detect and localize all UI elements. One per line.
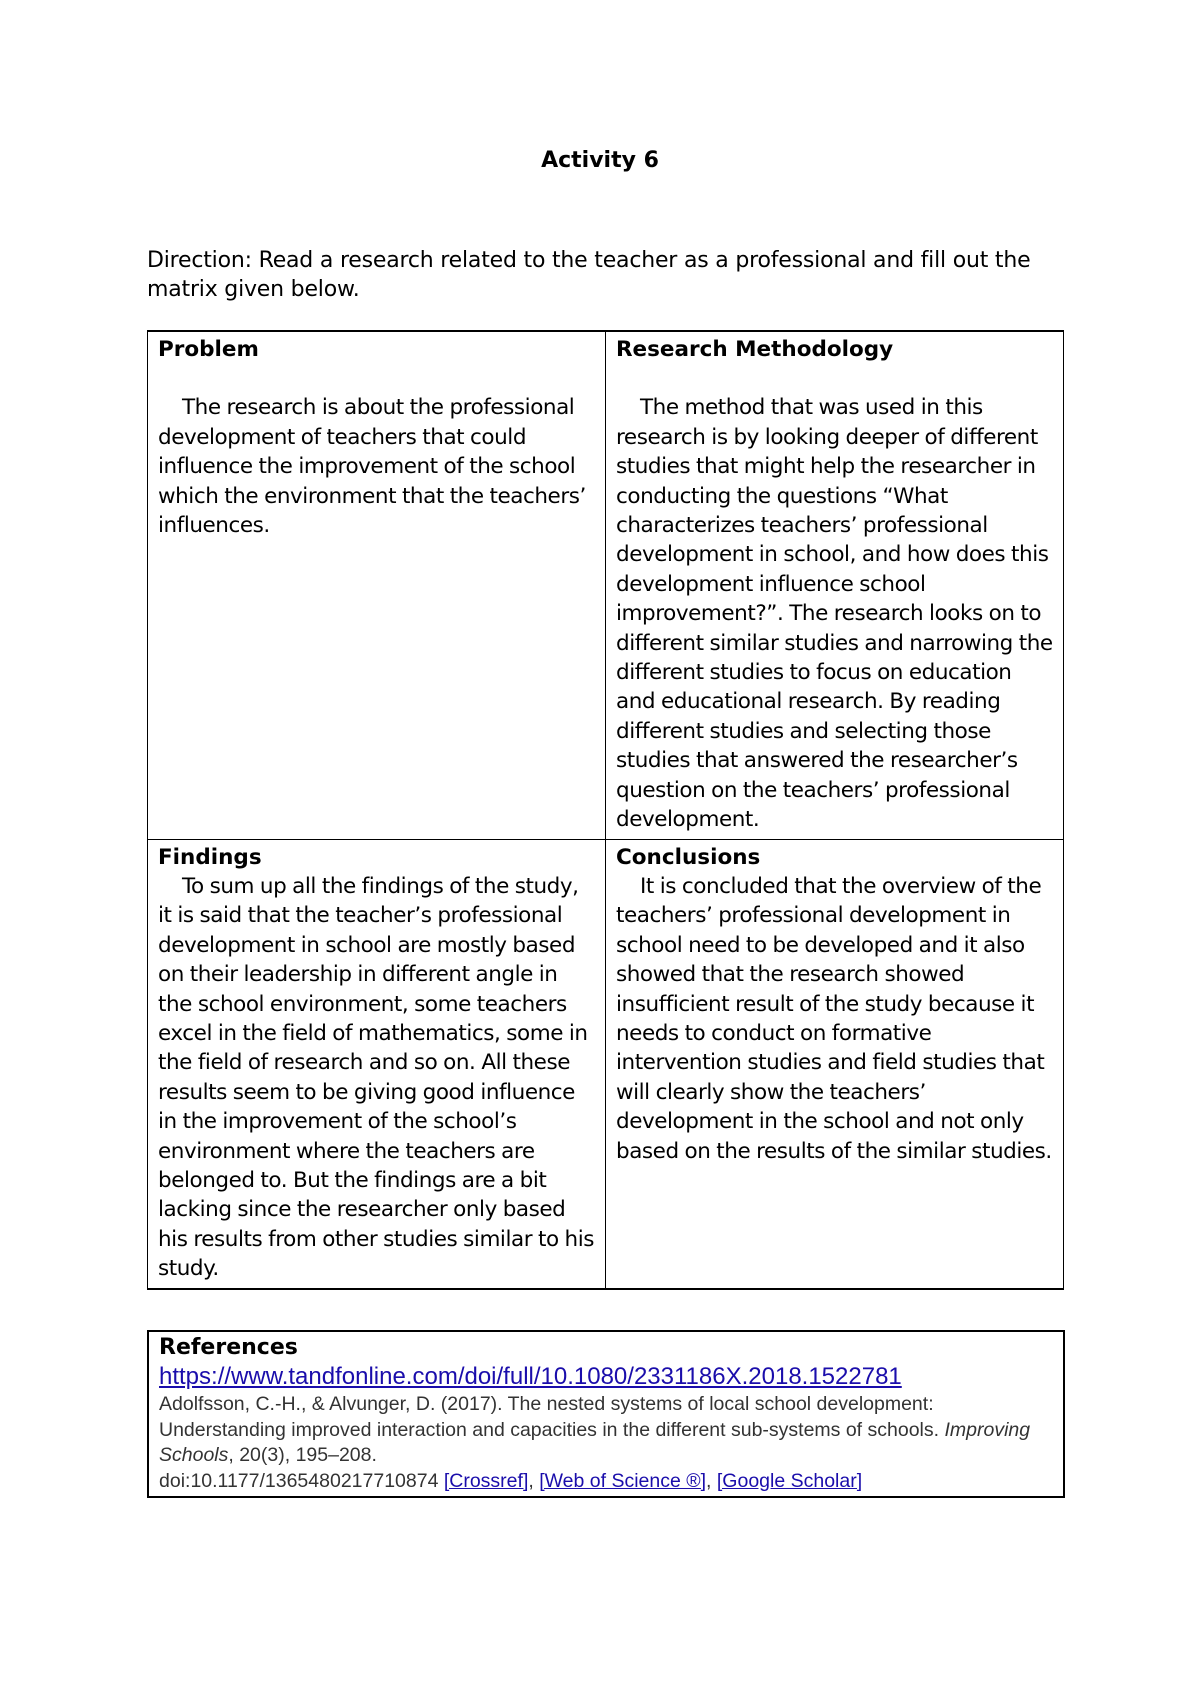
problem-cell (148, 331, 606, 839)
problem-text: The research is about the professional development of teachers that could influence the improvement of the school which the environment that the teachers’ influences. (158, 395, 586, 539)
conclusions-heading: Conclusions (616, 844, 761, 870)
conclusions-text: It is concluded that the overview of the teachers’ professional development in school need to be developed and it also showed that the research showed insufficient result of the study because it needs to conduct on formative intervention studies and field studies that will clearly show the teachers’ development in the school and not only based on the results of the similar studies. (616, 873, 1052, 1164)
problem-heading: Problem (158, 337, 259, 362)
link-separator: , (706, 1469, 717, 1492)
reference-citation (159, 1392, 1053, 1494)
references-box (147, 1330, 1065, 1498)
conclusions-cell (606, 839, 1064, 1289)
citation-authors-title: Adolfsson, C.-H., & Alvunger, D. (2017). The nested systems of local school development: Understanding improved interaction and capacities in the different sub-systems of schools. (159, 1393, 945, 1441)
link-separator: , (528, 1469, 540, 1492)
page-title: Activity 6 (541, 148, 659, 173)
google-scholar-link[interactable]: [Google Scholar] (716, 1469, 863, 1492)
citation-doi: doi:10.1177/1365480217710874 (159, 1469, 444, 1492)
matrix-row-bottom (148, 839, 1064, 1289)
methodology-cell (606, 331, 1064, 839)
findings-cell (148, 839, 606, 1289)
direction-text: Direction: Read a research related to the teacher as a professional and fill out the matrix given below. (147, 248, 1031, 302)
references-heading: References (159, 1335, 298, 1360)
citation-journal: Improving Schools (159, 1418, 1031, 1466)
research-matrix-table (147, 330, 1064, 1290)
reference-url-link[interactable]: https://www.tandfonline.com/doi/full/10.1080/2331186X.2018.1522781 (159, 1363, 902, 1390)
web-of-science-link[interactable]: [Web of Science ®] (539, 1469, 707, 1492)
methodology-text: The method that was used in this research is by looking deeper of different studies that might help the researcher in conducting the questions “What characterizes teachers’ professional development in school, and how does this development influence school improvement?”. The research looks on to different similar studies and narrowing the different studies to focus on education and educational research. By reading different studies and selecting those studies that answered the researcher’s question on the teachers’ professional development. (616, 395, 1053, 833)
findings-heading: Findings (158, 844, 262, 870)
methodology-heading: Research Methodology (616, 337, 894, 362)
crossref-link[interactable]: [Crossref] (443, 1469, 529, 1492)
matrix-row-top (148, 331, 1064, 839)
findings-text: To sum up all the findings of the study, it is said that the teacher’s professional development in school are mostly based on their leadership in different angle in the school environment, some teachers excel in the field of mathematics, some in the field of research and so on. All these results seem to be giving good influence in the improvement of the school’s environment where the teachers are belonged to. But the findings are a bit lacking since the researcher only based his results from other studies similar to his study. (158, 873, 595, 1282)
citation-volume-pages: , 20(3), 195–208. (228, 1444, 377, 1466)
